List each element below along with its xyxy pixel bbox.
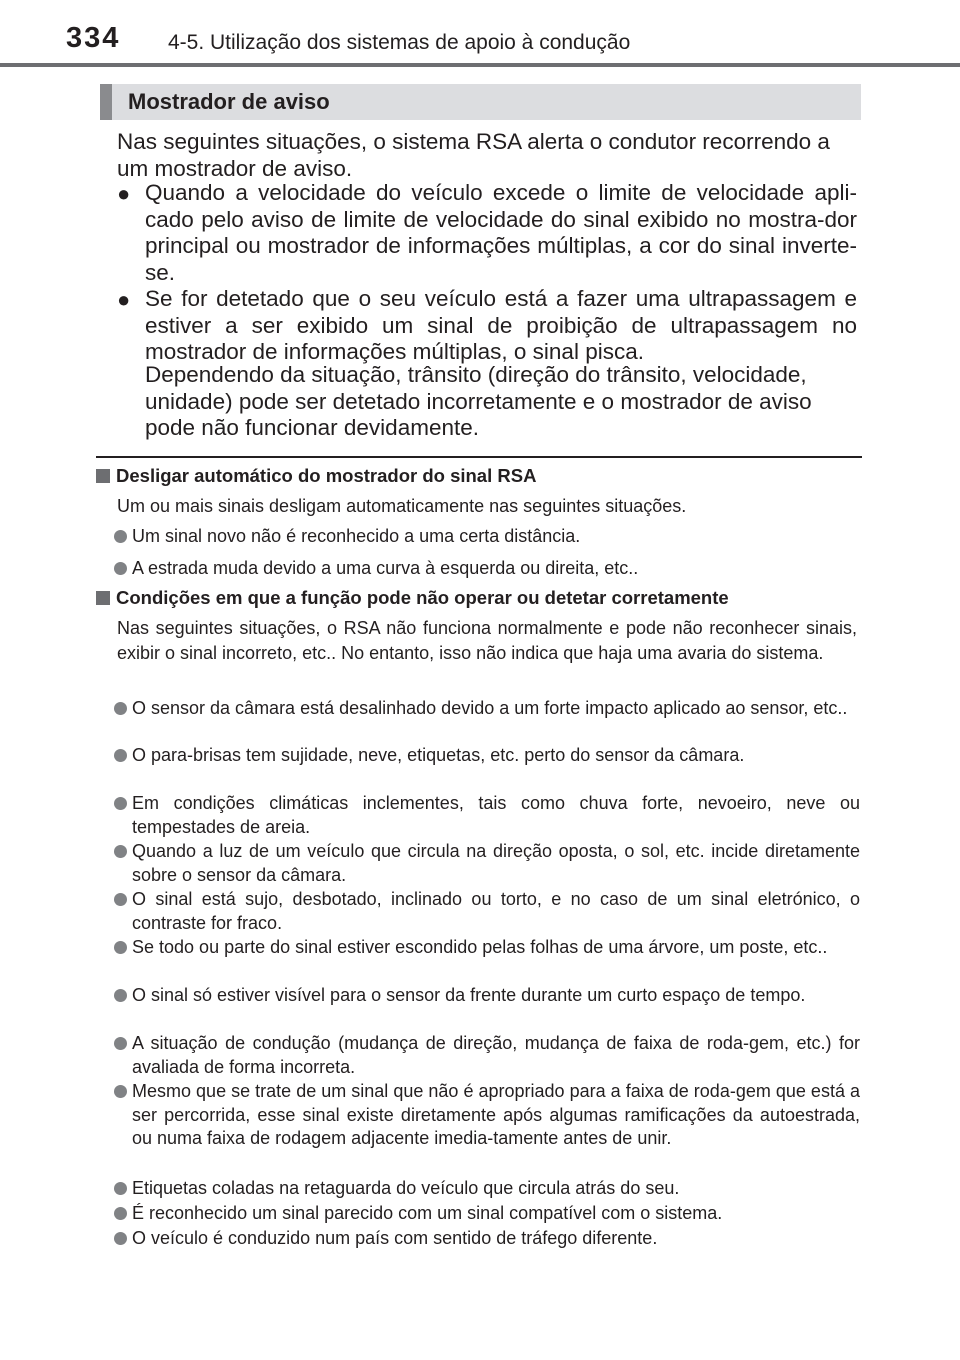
list-item-text: O para-brisas tem sujidade, neve, etiquetas, etc. perto do sensor da câmara. <box>132 745 745 765</box>
auto-off-heading <box>96 465 536 487</box>
list-item <box>114 697 860 721</box>
page-header <box>0 0 960 68</box>
list-item-text: O veículo é conduzido num país com sentido de tráfego diferente. <box>132 1228 658 1248</box>
section-heading-bar <box>100 84 861 120</box>
bullet-dot: ● <box>117 287 131 312</box>
bullet-dot: ● <box>117 181 131 206</box>
list-item <box>114 525 860 549</box>
section-intro: Nas seguintes situações, o sistema RSA alerta o condutor recorrendo a um mostrador de aviso. <box>117 129 830 181</box>
auto-off-heading-text: Desligar automático do mostrador do sinal RSA <box>116 465 537 486</box>
list-item-text: Um sinal novo não é reconhecido a uma certa distância. <box>132 526 581 546</box>
conditions-text: Nas seguintes situações, o RSA não funciona normalmente e pode não reconhecer sinais, exibir o sinal incorreto, etc.. No entanto, isso não indica que haja uma avaria do sistema. <box>117 618 857 663</box>
list-item <box>114 1227 860 1251</box>
header-rule <box>0 63 960 67</box>
list-item <box>114 1032 860 1079</box>
bullet-dot-icon <box>114 845 127 858</box>
auto-off-text: Um ou mais sinais desligam automaticamente nas seguintes situações. <box>117 496 687 516</box>
section-bullet-2: Se for detetado que o seu veículo está a fazer uma ultrapassagem e estiver a ser exibido um sinal de proibição de ultrapassagem no mostrador de informações múltiplas, o sinal pisca. <box>145 286 857 364</box>
square-bullet-icon <box>96 591 110 605</box>
chapter-title: 4-5. Utilização dos sistemas de apoio à condução <box>168 31 631 54</box>
bullet-dot-icon <box>114 893 127 906</box>
bullet-dot-icon <box>114 989 127 1002</box>
list-item <box>114 984 860 1008</box>
list-item <box>114 840 860 887</box>
list-item-text: O sinal só estiver visível para o sensor da frente durante um curto espaço de tempo. <box>132 985 806 1005</box>
list-item <box>114 1202 860 1226</box>
list-item <box>114 557 860 581</box>
section-divider <box>96 456 862 458</box>
bullet-dot-icon <box>114 749 127 762</box>
bullet-dot-icon <box>114 1207 127 1220</box>
list-item <box>114 888 860 935</box>
bullet-dot-icon <box>114 941 127 954</box>
section-title: Mostrador de aviso <box>128 89 330 114</box>
page-number: 334 <box>66 22 121 54</box>
section-bullet-2-note: Dependendo da situação, trânsito (direção do trânsito, velocidade, unidade) pode ser detetado incorretamente e o mostrador de aviso pode não funcionar devidamente. <box>145 362 812 440</box>
list-item-text: O sinal está sujo, desbotado, inclinado ou torto, e no caso de um sinal eletrónico, o contraste for fraco. <box>132 889 860 933</box>
bullet-dot-icon <box>114 1232 127 1245</box>
bullet-dot-icon <box>114 530 127 543</box>
list-item <box>114 1080 860 1151</box>
section-bullet-1: Quando a velocidade do veículo excede o limite de velocidade apli-cado pelo aviso de limite de velocidade do sinal exibido no mostra-dor principal ou mostrador de informações múltiplas, a cor do sinal inverte-se. <box>145 180 857 285</box>
conditions-heading <box>96 587 729 609</box>
bullet-dot-icon <box>114 562 127 575</box>
square-bullet-icon <box>96 469 110 483</box>
conditions-heading-text: Condições em que a função pode não operar ou detetar corretamente <box>116 587 729 608</box>
list-item <box>114 1177 860 1201</box>
list-item <box>114 936 860 960</box>
list-item-text: Etiquetas coladas na retaguarda do veículo que circula atrás do seu. <box>132 1178 680 1198</box>
list-item-text: Quando a luz de um veículo que circula na direção oposta, o sol, etc. incide diretamente sobre o sensor da câmara. <box>132 841 860 885</box>
bullet-dot-icon <box>114 797 127 810</box>
list-item-text: Em condições climáticas inclementes, tais como chuva forte, nevoeiro, neve ou tempestades de areia. <box>132 793 860 837</box>
list-item-text: Mesmo que se trate de um sinal que não é apropriado para a faixa de roda-gem que está a ser percorrida, esse sinal existe diretamente após algumas ramificações da autoestrada, ou numa faixa de rodagem adjacente imedia-tamente antes de unir. <box>132 1081 860 1148</box>
list-item-text: A situação de condução (mudança de direção, mudança de faixa de roda-gem, etc.) for avaliada de forma incorreta. <box>132 1033 860 1077</box>
list-item-text: O sensor da câmara está desalinhado devido a um forte impacto aplicado ao sensor, etc.. <box>132 698 848 718</box>
list-item-text: Se todo ou parte do sinal estiver escondido pelas folhas de uma árvore, um poste, etc.. <box>132 937 828 957</box>
list-item <box>114 744 860 768</box>
list-item-text: É reconhecido um sinal parecido com um sinal compatível com o sistema. <box>132 1203 723 1223</box>
list-item <box>114 792 860 839</box>
bullet-dot-icon <box>114 1085 127 1098</box>
bullet-dot-icon <box>114 1037 127 1050</box>
list-item-text: A estrada muda devido a uma curva à esquerda ou direita, etc.. <box>132 558 639 578</box>
bullet-dot-icon <box>114 1182 127 1195</box>
bullet-dot-icon <box>114 702 127 715</box>
